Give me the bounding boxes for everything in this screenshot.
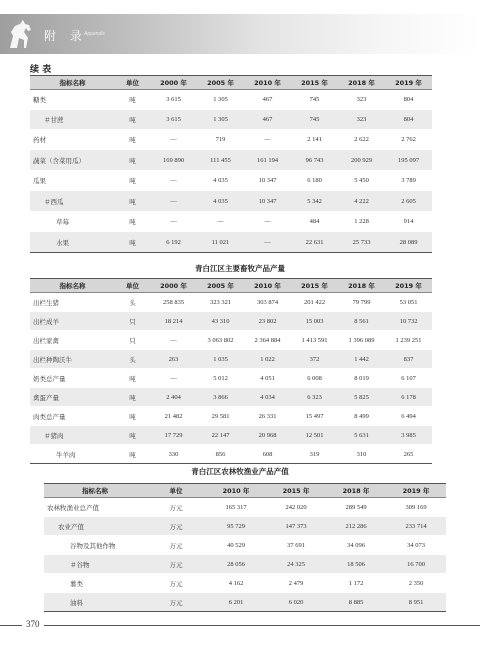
value-cell: — [244, 212, 291, 232]
value-cell: 1 442 [338, 350, 385, 369]
column-header: 2000 年 [150, 279, 197, 293]
value-cell: 289 549 [326, 498, 386, 517]
row-label: ＃甘蔗 [30, 110, 115, 130]
unit-cell: 万元 [146, 517, 206, 536]
table-row [44, 593, 446, 612]
column-header: 2000 年 [150, 76, 197, 90]
value-cell: 856 [197, 445, 244, 464]
value-cell: — [150, 191, 197, 212]
value-cell: 10 347 [244, 191, 291, 212]
value-cell: — [150, 331, 197, 350]
value-cell: 6 192 [150, 232, 197, 253]
value-cell: 95 729 [206, 517, 266, 536]
table-row [30, 232, 432, 253]
value-cell: 25 733 [338, 232, 385, 253]
value-cell: 233 714 [386, 517, 446, 536]
value-cell: 28 089 [385, 232, 432, 253]
value-cell: 4 034 [244, 388, 291, 407]
value-cell: 310 [338, 445, 385, 464]
value-cell: 1 172 [326, 574, 386, 593]
value-cell: — [244, 130, 291, 150]
value-cell: 195 097 [385, 150, 432, 171]
unit-cell: 吨 [115, 110, 150, 130]
value-cell: — [150, 171, 197, 191]
value-cell: 11 021 [197, 232, 244, 253]
column-header: 2018 年 [338, 76, 385, 90]
row-label: 牛羊肉 [30, 445, 115, 464]
row-label: 奶类总产量 [30, 369, 115, 388]
table-header-row [30, 279, 432, 293]
value-cell: 6 323 [291, 388, 338, 407]
header-title: 附 录 [44, 29, 87, 43]
table-row [30, 350, 432, 369]
row-label: 药材 [30, 130, 115, 150]
value-cell: 1 022 [244, 350, 291, 369]
value-cell: 5 825 [338, 388, 385, 407]
table-row [30, 388, 432, 407]
column-header: 2010 年 [206, 484, 266, 498]
value-cell: 21 482 [150, 407, 197, 426]
value-cell: 8 951 [386, 593, 446, 612]
value-cell: 3 063 802 [197, 331, 244, 350]
crop-output-table-continued [30, 75, 432, 253]
table-row [30, 130, 432, 150]
column-header: 2018 年 [338, 279, 385, 293]
value-cell: 43 310 [197, 312, 244, 331]
value-cell: 837 [385, 350, 432, 369]
column-header: 2015 年 [291, 279, 338, 293]
value-cell: 22 147 [197, 426, 244, 445]
row-label: 油料 [44, 593, 146, 612]
row-label: 农业产值 [44, 517, 146, 536]
unit-cell: 万元 [146, 574, 206, 593]
unit-cell: 吨 [115, 130, 150, 150]
table-row [30, 191, 432, 212]
value-cell: 212 286 [326, 517, 386, 536]
value-cell: 6 201 [206, 593, 266, 612]
value-cell: 2 141 [291, 130, 338, 150]
column-header: 单位 [115, 279, 150, 293]
value-cell: 10 347 [244, 171, 291, 191]
value-cell: 330 [150, 445, 197, 464]
value-cell: 20 968 [244, 426, 291, 445]
value-cell: 6 180 [291, 171, 338, 191]
value-cell: 147 373 [266, 517, 326, 536]
column-header: 指标名称 [44, 484, 146, 498]
value-cell: 323 [338, 90, 385, 110]
value-cell: 1 228 [338, 212, 385, 232]
value-cell: 467 [244, 110, 291, 130]
value-cell: 6 008 [291, 369, 338, 388]
value-cell: 467 [244, 90, 291, 110]
unit-cell: 吨 [115, 150, 150, 171]
column-header: 2018 年 [326, 484, 386, 498]
value-cell: 5 012 [197, 369, 244, 388]
row-label: 水果 [30, 232, 115, 253]
value-cell: 4 162 [206, 574, 266, 593]
column-header: 2005 年 [197, 279, 244, 293]
row-label: ＃猪肉 [30, 426, 115, 445]
unit-cell: 吨 [115, 407, 150, 426]
unit-cell: 只 [115, 312, 150, 331]
table-row [30, 312, 432, 331]
value-cell: 242 020 [266, 498, 326, 517]
table-row [44, 574, 446, 593]
value-cell: 96 743 [291, 150, 338, 171]
continued-label: 续 表 [30, 65, 52, 75]
row-label: 禽蛋产量 [30, 388, 115, 407]
value-cell: 34 096 [326, 536, 386, 555]
value-cell: 3 615 [150, 90, 197, 110]
value-cell: 745 [291, 110, 338, 130]
header-subtitle: Appendix [84, 31, 105, 37]
value-cell: — [197, 212, 244, 232]
unit-cell: 吨 [115, 90, 150, 110]
unit-cell: 吨 [115, 388, 150, 407]
value-cell: 914 [385, 212, 432, 232]
value-cell: 3 985 [385, 426, 432, 445]
value-cell: 17 729 [150, 426, 197, 445]
value-cell: 719 [197, 130, 244, 150]
value-cell: 2 404 [150, 388, 197, 407]
row-label: 瓜果 [30, 171, 115, 191]
row-label: ＃西瓜 [30, 191, 115, 212]
value-cell: 1 305 [197, 90, 244, 110]
table-row [30, 426, 432, 445]
value-cell: 201 422 [291, 293, 338, 312]
value-cell: 5 631 [338, 426, 385, 445]
table-row [30, 171, 432, 191]
value-cell: 28 056 [206, 555, 266, 574]
row-label: 草莓 [30, 212, 115, 232]
output-value-table [44, 483, 446, 612]
unit-cell: 万元 [146, 536, 206, 555]
value-cell: 53 051 [385, 293, 432, 312]
value-cell: 2 350 [386, 574, 446, 593]
value-cell: 8 499 [338, 407, 385, 426]
unit-cell: 吨 [115, 191, 150, 212]
unit-cell: 头 [115, 350, 150, 369]
value-cell: 258 835 [150, 293, 197, 312]
value-cell: 4 035 [197, 191, 244, 212]
value-cell: 372 [291, 350, 338, 369]
value-cell: 12 501 [291, 426, 338, 445]
value-cell: 16 700 [386, 555, 446, 574]
value-cell: 303 874 [244, 293, 291, 312]
column-header: 2019 年 [386, 484, 446, 498]
row-label: 肉类总产量 [30, 407, 115, 426]
value-cell: 608 [244, 445, 291, 464]
column-header: 单位 [146, 484, 206, 498]
column-header: 2015 年 [266, 484, 326, 498]
row-label: ＃谷物 [44, 555, 146, 574]
table-header-row [44, 484, 446, 498]
value-cell: 79 799 [338, 293, 385, 312]
value-cell: — [150, 369, 197, 388]
unit-cell: 头 [115, 293, 150, 312]
value-cell: 2 364 884 [244, 331, 291, 350]
value-cell: 22 631 [291, 232, 338, 253]
table-row [30, 445, 432, 464]
table-row [44, 517, 446, 536]
horse-logo-icon [2, 14, 42, 54]
value-cell: — [150, 212, 197, 232]
value-cell: 804 [385, 90, 432, 110]
value-cell: 2 605 [385, 191, 432, 212]
output-value-table-title: 青白江区农林牧渔业产品产值 [191, 467, 289, 476]
table-header-row [30, 76, 432, 90]
column-header: 2015 年 [291, 76, 338, 90]
value-cell: 29 581 [197, 407, 244, 426]
value-cell: 4 035 [197, 171, 244, 191]
column-header: 单位 [115, 76, 150, 90]
header-band [0, 14, 480, 54]
value-cell: 15 003 [291, 312, 338, 331]
livestock-table-title: 青白江区主要畜牧产品产量 [195, 264, 285, 273]
unit-cell: 吨 [115, 171, 150, 191]
table-row [30, 212, 432, 232]
row-label: 薯类 [44, 574, 146, 593]
table-row [30, 407, 432, 426]
row-label: 出栏成羊 [30, 312, 115, 331]
value-cell: 18 506 [326, 555, 386, 574]
value-cell: 165 317 [206, 498, 266, 517]
row-label: 谷物及其他作物 [44, 536, 146, 555]
table-row [30, 369, 432, 388]
unit-cell: 吨 [115, 426, 150, 445]
unit-cell: 万元 [146, 498, 206, 517]
value-cell: 484 [291, 212, 338, 232]
unit-cell: 万元 [146, 555, 206, 574]
value-cell: 1 239 251 [385, 331, 432, 350]
value-cell: 18 214 [150, 312, 197, 331]
value-cell: 6 178 [385, 388, 432, 407]
footer-rule [0, 625, 480, 626]
table-row [30, 293, 432, 312]
table-row [30, 331, 432, 350]
livestock-output-table [30, 278, 432, 464]
row-label: 出栏种陶沃牛 [30, 350, 115, 369]
table-row [44, 555, 446, 574]
value-cell: 1 305 [197, 110, 244, 130]
value-cell: 111 455 [197, 150, 244, 171]
unit-cell: 吨 [115, 445, 150, 464]
value-cell: 804 [385, 110, 432, 130]
column-header: 2019 年 [385, 279, 432, 293]
row-label: 农林牧渔业总产值 [44, 498, 146, 517]
value-cell: 5 342 [291, 191, 338, 212]
value-cell: 323 321 [197, 293, 244, 312]
column-header: 指标名称 [30, 279, 115, 293]
value-cell: 323 [338, 110, 385, 130]
value-cell: 3 866 [197, 388, 244, 407]
column-header: 2010 年 [244, 76, 291, 90]
table-row [30, 110, 432, 130]
value-cell: 6 494 [385, 407, 432, 426]
row-label: 蔬菜（含菜用瓜） [30, 150, 115, 171]
value-cell: 34 073 [386, 536, 446, 555]
value-cell: 263 [150, 350, 197, 369]
unit-cell: 万元 [146, 593, 206, 612]
value-cell: 6 107 [385, 369, 432, 388]
value-cell: 3 615 [150, 110, 197, 130]
value-cell: 265 [385, 445, 432, 464]
value-cell: 6 020 [266, 593, 326, 612]
value-cell: 10 732 [385, 312, 432, 331]
value-cell: 26 331 [244, 407, 291, 426]
column-header: 2019 年 [385, 76, 432, 90]
unit-cell: 吨 [115, 212, 150, 232]
row-label: 糖类 [30, 90, 115, 110]
row-label: 出栏家禽 [30, 331, 115, 350]
value-cell: 3 789 [385, 171, 432, 191]
value-cell: 2 479 [266, 574, 326, 593]
row-label: 出栏生猪 [30, 293, 115, 312]
table-row [30, 90, 432, 110]
unit-cell: 只 [115, 331, 150, 350]
column-header: 指标名称 [30, 76, 115, 90]
value-cell: 40 529 [206, 536, 266, 555]
column-header: 2005 年 [197, 76, 244, 90]
value-cell: 15 497 [291, 407, 338, 426]
value-cell: 4 051 [244, 369, 291, 388]
value-cell: 24 325 [266, 555, 326, 574]
column-header: 2010 年 [244, 279, 291, 293]
value-cell: 8 019 [338, 369, 385, 388]
value-cell: 2 622 [338, 130, 385, 150]
table-row [44, 536, 446, 555]
unit-cell: 吨 [115, 369, 150, 388]
value-cell: 161 194 [244, 150, 291, 171]
value-cell: 169 890 [150, 150, 197, 171]
value-cell: 37 691 [266, 536, 326, 555]
value-cell: 5 450 [338, 171, 385, 191]
value-cell: 319 [291, 445, 338, 464]
page-number: 370 [22, 619, 44, 629]
value-cell: 1 413 591 [291, 331, 338, 350]
table-row [44, 498, 446, 517]
unit-cell: 吨 [115, 232, 150, 253]
value-cell: 2 762 [385, 130, 432, 150]
value-cell: 8 885 [326, 593, 386, 612]
value-cell: 200 929 [338, 150, 385, 171]
value-cell: 1 396 089 [338, 331, 385, 350]
value-cell: 8 561 [338, 312, 385, 331]
value-cell: 4 222 [338, 191, 385, 212]
value-cell: 309 169 [386, 498, 446, 517]
value-cell: — [244, 232, 291, 253]
value-cell: 1 035 [197, 350, 244, 369]
value-cell: 23 802 [244, 312, 291, 331]
value-cell: — [150, 130, 197, 150]
table-row [30, 150, 432, 171]
value-cell: 745 [291, 90, 338, 110]
